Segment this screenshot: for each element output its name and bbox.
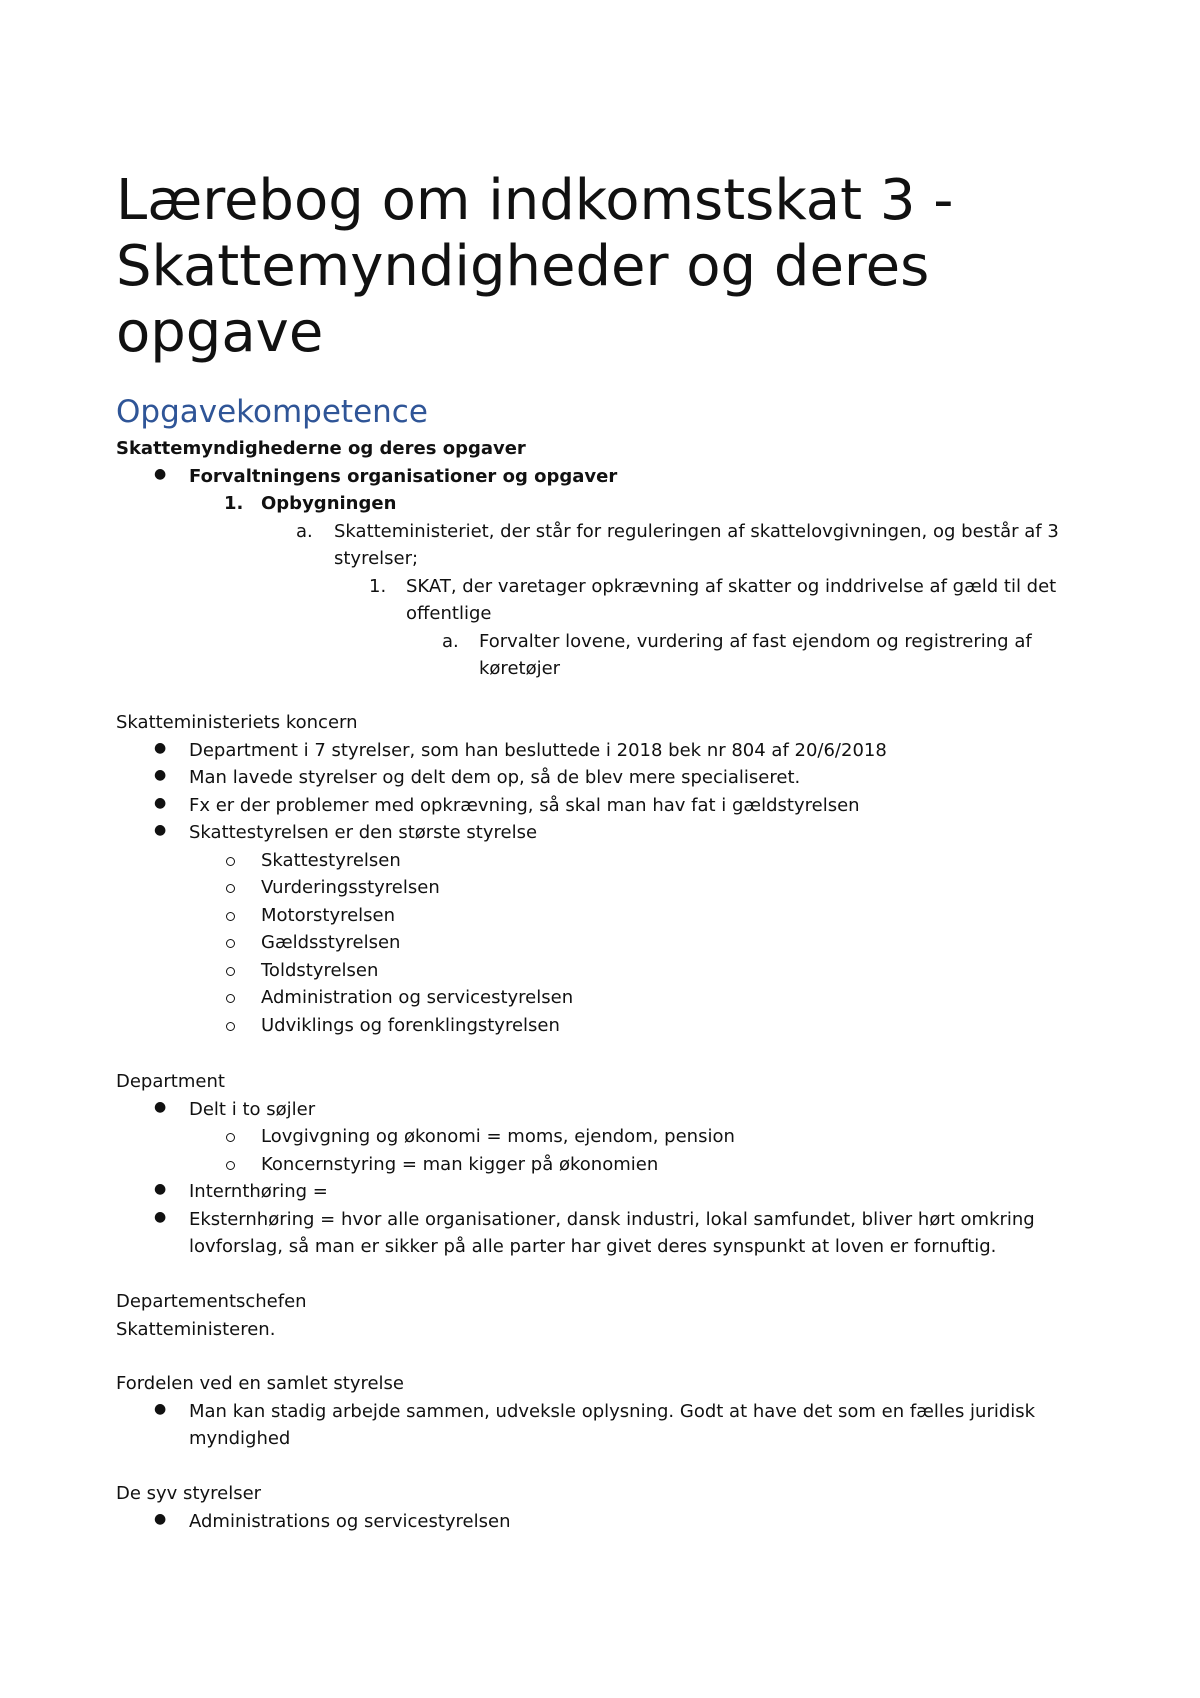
list-item bbox=[116, 628, 1116, 656]
bullet-icon: ● bbox=[154, 739, 167, 756]
list-item-continuation: lovforslag, så man er sikker på alle parter har givet deres synspunkt at loven er fornuftig. bbox=[189, 1236, 997, 1257]
list-item bbox=[116, 819, 1116, 847]
list-item-continuation: køretøjer bbox=[479, 658, 561, 679]
section-koncern bbox=[116, 709, 1116, 1039]
list-item bbox=[116, 1398, 1116, 1426]
sub-list-item bbox=[116, 984, 1116, 1012]
list-item-continuation: styrelser; bbox=[334, 548, 419, 569]
list-item-text: Skatteministeriet, der står for reguleringen af skattelovgivningen, og består af 3 bbox=[334, 520, 1059, 542]
circle-bullet-icon bbox=[226, 967, 235, 976]
list-item-text: Administrations og servicestyrelsen bbox=[189, 1510, 511, 1532]
section-opgaver bbox=[116, 435, 1116, 683]
list-item-text: Fx er der problemer med opkrævning, så skal man hav fat i gældstyrelsen bbox=[189, 794, 860, 816]
sub-list-item bbox=[116, 957, 1116, 985]
circle-bullet-icon bbox=[226, 994, 235, 1003]
bullet-icon: ● bbox=[154, 767, 167, 783]
circle-bullet-icon bbox=[226, 1022, 235, 1031]
section-label: Skattemyndighederne og deres opgaver bbox=[116, 438, 526, 459]
bullet-icon: ● bbox=[154, 822, 167, 838]
list-item bbox=[116, 764, 1116, 792]
circle-bullet-icon bbox=[226, 912, 235, 921]
list-item bbox=[116, 518, 1116, 546]
list-item bbox=[116, 1096, 1116, 1124]
section-department bbox=[116, 1068, 1116, 1261]
section-label: De syv styrelser bbox=[116, 1483, 262, 1504]
list-item-text: Forvaltningens organisationer og opgaver bbox=[189, 465, 618, 487]
list-item-text: Delt i to søjler bbox=[189, 1098, 316, 1120]
list-item-text: Forvalter lovene, vurdering af fast ejendom og registrering af bbox=[479, 630, 1032, 652]
circle-bullet-icon bbox=[226, 939, 235, 948]
circle-bullet-icon bbox=[226, 857, 235, 866]
circle-bullet-icon bbox=[226, 1133, 235, 1142]
list-item bbox=[116, 1206, 1116, 1234]
bullet-icon: ● bbox=[154, 1181, 167, 1197]
list-item bbox=[116, 1178, 1116, 1206]
list-item-text: Department i 7 styrelser, som han besluttede i 2018 bek nr 804 af 20/6/2018 bbox=[189, 739, 887, 761]
list-item-text: Internthøring = bbox=[189, 1181, 328, 1202]
list-item-text: Opbygningen bbox=[261, 493, 397, 514]
list-item-text: Man lavede styrelser og delt dem op, så de blev mere specialiseret. bbox=[189, 767, 801, 788]
sub-list-item bbox=[116, 1123, 1116, 1151]
list-item bbox=[116, 1508, 1116, 1536]
section-syv-styrelser bbox=[116, 1480, 1116, 1535]
list-item-text: Skattestyrelsen bbox=[261, 849, 401, 871]
list-item-text: Eksternhøring = hvor alle organisationer, dansk industri, lokal samfundet, bliver hørt omkring bbox=[189, 1208, 1035, 1230]
list-item-text: SKAT, der varetager opkrævning af skatter og inddrivelse af gæld til det bbox=[406, 575, 1057, 597]
bullet-icon: ● bbox=[154, 794, 167, 811]
list-letter: a. bbox=[296, 520, 313, 542]
section-label: Skatteministeriets koncern bbox=[116, 712, 358, 733]
paragraph-line: Skatteministeren. bbox=[116, 1318, 276, 1340]
list-item-continuation: offentlige bbox=[406, 603, 492, 624]
bullet-icon: ● bbox=[154, 1400, 167, 1417]
sub-list-item bbox=[116, 847, 1116, 875]
section-label: Fordelen ved en samlet styrelse bbox=[116, 1373, 405, 1394]
list-item bbox=[116, 490, 1116, 518]
list-item-text: Skattestyrelsen er den største styrelse bbox=[189, 822, 538, 843]
section-label: Departementschefen bbox=[116, 1291, 307, 1312]
bullet-icon: ● bbox=[154, 465, 167, 482]
list-item bbox=[116, 463, 1116, 491]
sub-list-item bbox=[116, 874, 1116, 902]
list-item-text: Administration og servicestyrelsen bbox=[261, 987, 574, 1008]
list-letter: a. bbox=[442, 630, 459, 652]
circle-bullet-icon bbox=[226, 884, 235, 893]
circle-bullet-icon bbox=[226, 1161, 235, 1170]
list-item-text: Man kan stadig arbejde sammen, udveksle oplysning. Godt at have det som en fælles juridisk bbox=[189, 1400, 1036, 1422]
section-heading: Opgavekompetence bbox=[116, 394, 428, 430]
list-item-text: Motorstyrelsen bbox=[261, 904, 396, 926]
section-label: Department bbox=[116, 1071, 225, 1092]
sub-list-item bbox=[116, 1151, 1116, 1179]
list-item bbox=[116, 573, 1116, 601]
sub-list-item bbox=[116, 1012, 1116, 1040]
list-item-continuation: myndighed bbox=[189, 1428, 291, 1449]
list-item-text: Vurderingsstyrelsen bbox=[261, 877, 440, 898]
sub-list-item bbox=[116, 929, 1116, 957]
sub-list-item bbox=[116, 902, 1116, 930]
list-number: 1. bbox=[224, 493, 244, 514]
document-title: Lærebog om indkomstskat 3 - Skattemyndigheder og deres opgave bbox=[116, 168, 954, 365]
list-item-text: Gældsstyrelsen bbox=[261, 932, 401, 953]
bullet-icon: ● bbox=[154, 1098, 167, 1115]
list-item-text: Koncernstyring = man kigger på økonomien bbox=[261, 1153, 659, 1175]
list-number: 1. bbox=[369, 575, 387, 597]
bullet-icon: ● bbox=[154, 1510, 167, 1527]
bullet-icon: ● bbox=[154, 1208, 167, 1225]
list-item bbox=[116, 792, 1116, 820]
section-departementschefen bbox=[116, 1288, 1116, 1343]
list-item bbox=[116, 737, 1116, 765]
list-item-text: Toldstyrelsen bbox=[261, 959, 379, 981]
list-item-text: Udviklings og forenklingstyrelsen bbox=[261, 1014, 560, 1036]
list-item-text: Lovgivgning og økonomi = moms, ejendom, pension bbox=[261, 1126, 735, 1147]
section-fordelen bbox=[116, 1370, 1116, 1453]
